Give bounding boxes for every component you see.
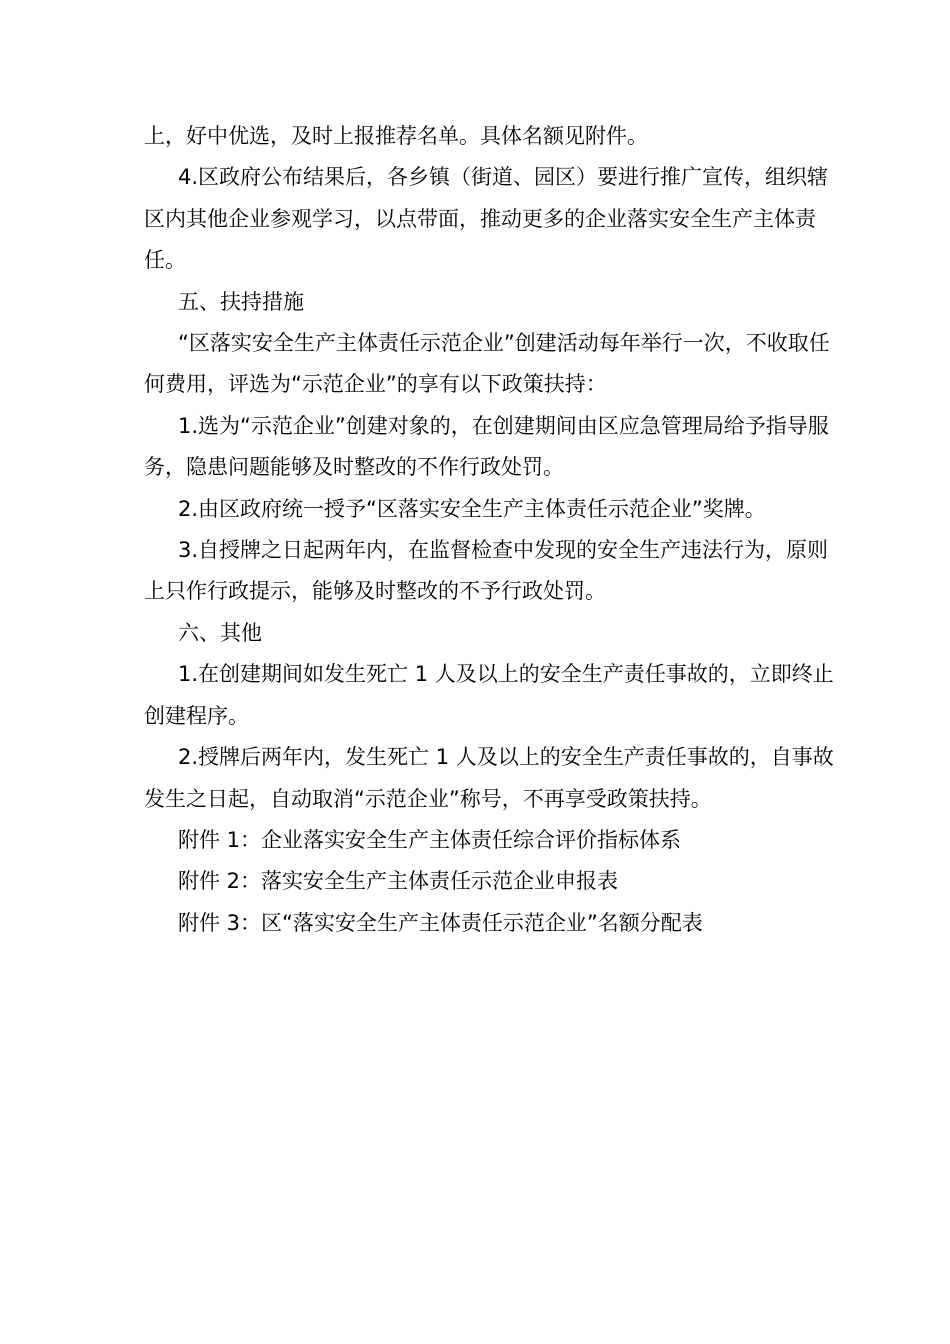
paragraph-other-item-2: 2.授牌后两年内，发生死亡 1 人及以上的安全生产责任事故的，自事故发生之日起，自动取消“示范企业”称号，不再享受政策扶持。 <box>144 745 834 811</box>
attachment-2: 附件 2：落实安全生产主体责任示范企业申报表 <box>178 869 619 894</box>
paragraph-other-item-1: 1.在创建期间如发生死亡 1 人及以上的安全生产责任事故的，立即终止创建程序。 <box>144 662 834 728</box>
section-heading-other: 六、其他 <box>178 620 262 645</box>
paragraph-support-intro: “区落实安全生产主体责任示范企业”创建活动每年举行一次，不收取任何费用，评选为“示范企业”的享有以下政策扶持： <box>144 331 830 397</box>
document-body <box>144 116 834 944</box>
paragraph-continuation: 上，好中优选，及时上报推荐名单。具体名额见附件。 <box>144 124 648 148</box>
section-heading-support-measures: 五、扶持措施 <box>178 289 304 314</box>
paragraph-support-item-1: 1.选为“示范企业”创建对象的，在创建期间由区应急管理局给予指导服务，隐患问题能够及时整改的不作行政处罚。 <box>144 413 829 480</box>
paragraph-support-item-2: 2.由区政府统一授予“区落实安全生产主体责任示范企业”奖牌。 <box>178 496 766 521</box>
paragraph-support-item-3: 3.自授牌之日起两年内，在监督检查中发现的安全生产违法行为，原则上只作行政提示，能够及时整改的不予行政处罚。 <box>144 538 829 604</box>
attachment-3: 附件 3：区“落实安全生产主体责任示范企业”名额分配表 <box>178 910 703 935</box>
paragraph-item-4-promotion: 4.区政府公布结果后，各乡镇（街道、园区）要进行推广宣传，组织辖区内其他企业参观学习，以点带面，推动更多的企业落实安全生产主体责任。 <box>144 165 829 273</box>
attachment-1: 附件 1：企业落实安全生产主体责任综合评价指标体系 <box>178 827 682 852</box>
